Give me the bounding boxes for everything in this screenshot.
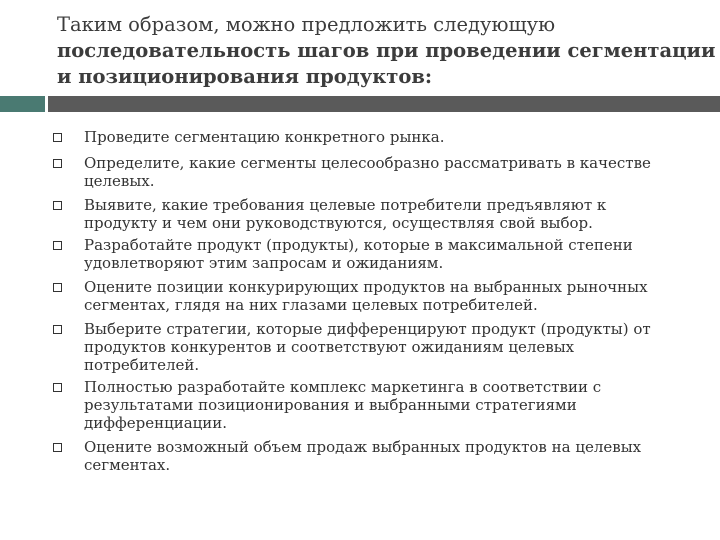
square-bullet-icon [53, 325, 62, 334]
list-item [84, 236, 684, 272]
square-bullet-icon [53, 283, 62, 292]
list-item-text: Оцените возможный объем продаж выбранных продуктов на целевых [84, 438, 642, 456]
list-item [84, 438, 684, 474]
list-item-text: результатами позиционирования и выбранными стратегиями [84, 396, 577, 414]
list-item [84, 128, 684, 146]
list-item-text: продуктов конкурентов и соответствуют ожиданиям целевых [84, 338, 575, 356]
list-item [84, 196, 684, 232]
list-item-text: сегментах. [84, 456, 171, 474]
title-line-3: и позиционирования продуктов: [57, 65, 433, 88]
square-bullet-icon [53, 443, 62, 452]
list-item [84, 278, 684, 314]
list-item-text: Полностью разработайте комплекс маркетинга в соответствии с [84, 378, 602, 396]
square-bullet-icon [53, 201, 62, 210]
list-item-text: Выберите стратегии, которые дифференцируют продукт (продукты) от [84, 320, 651, 338]
square-bullet-icon [53, 159, 62, 168]
square-bullet-icon [53, 133, 62, 142]
list-item-text: Проведите сегментацию конкретного рынка. [84, 128, 445, 146]
list-item-text: потребителей. [84, 356, 200, 374]
list-item [84, 378, 684, 432]
list-item [84, 320, 684, 374]
list-item-text: Выявите, какие требования целевые потребители предъявляют к [84, 196, 607, 214]
list-item-text: дифференциации. [84, 414, 228, 432]
list-item-text: Оцените позиции конкурирующих продуктов на выбранных рыночных [84, 278, 648, 296]
list-item-text: Разработайте продукт (продукты), которые в максимальной степени [84, 236, 633, 254]
list-item-text: Определите, какие сегменты целесообразно рассматривать в качестве [84, 154, 651, 172]
list-item-text: целевых. [84, 172, 155, 190]
list-item [84, 154, 684, 190]
square-bullet-icon [53, 383, 62, 392]
list-item-text: продукту и чем они руководствуются, осуществляя свой выбор. [84, 214, 593, 232]
list-item-text: сегментах, глядя на них глазами целевых потребителей. [84, 296, 538, 314]
list-item-text: удовлетворяют этим запросам и ожиданиям. [84, 254, 444, 272]
title-line-2: последовательность шагов при проведении сегментации [57, 39, 716, 62]
square-bullet-icon [53, 241, 62, 250]
title-line-1: Таким образом, можно предложить следующую [57, 13, 556, 36]
